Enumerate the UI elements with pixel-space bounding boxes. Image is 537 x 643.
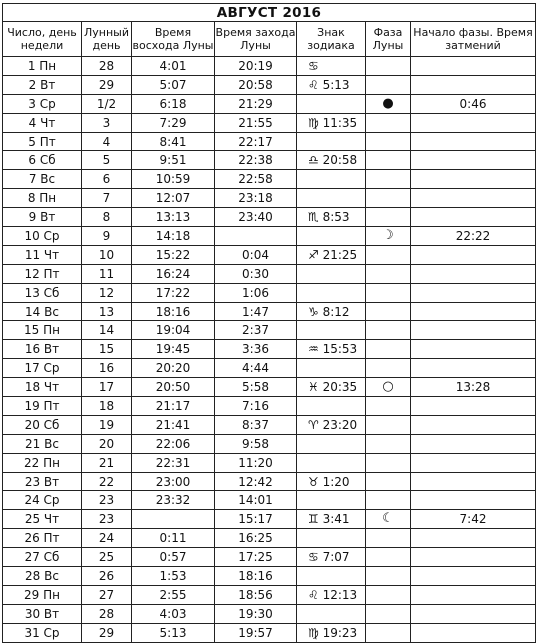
- cell-moonset: 3:36: [215, 340, 297, 359]
- cell-zodiac: [297, 453, 366, 472]
- table-row: [3, 529, 536, 548]
- header-date: Число, день недели: [3, 22, 82, 57]
- cell-lunar-day: 15: [82, 340, 132, 359]
- cell-zodiac: [297, 321, 366, 340]
- cell-moonrise: 0:11: [132, 529, 215, 548]
- table-row: [3, 623, 536, 642]
- cell-moonset: 15:17: [215, 510, 297, 529]
- cell-zodiac: ♓ 20:35: [297, 378, 366, 397]
- cell-date: 22 Пн: [3, 453, 82, 472]
- cell-moonrise: 5:13: [132, 623, 215, 642]
- cell-zodiac: ♊ 3:41: [297, 510, 366, 529]
- cell-date: 1 Пн: [3, 57, 82, 76]
- cell-moonrise: 19:04: [132, 321, 215, 340]
- cell-lunar-day: 4: [82, 132, 132, 151]
- cell-zodiac: ♌ 12:13: [297, 585, 366, 604]
- cell-moonset: 9:58: [215, 434, 297, 453]
- table-row: [3, 472, 536, 491]
- cell-moon-phase: [366, 170, 411, 189]
- cell-moonset: 17:25: [215, 548, 297, 567]
- cell-zodiac: [297, 170, 366, 189]
- cell-moon-phase: [366, 113, 411, 132]
- cell-phase-time: [411, 151, 536, 170]
- cell-lunar-day: 13: [82, 302, 132, 321]
- cell-zodiac: [297, 359, 366, 378]
- cell-zodiac: ♍ 19:23: [297, 623, 366, 642]
- cell-phase-time: [411, 472, 536, 491]
- cell-date: 26 Пт: [3, 529, 82, 548]
- cell-phase-time: 13:28: [411, 378, 536, 397]
- table-row: [3, 397, 536, 416]
- table-row: [3, 434, 536, 453]
- cell-date: 18 Чт: [3, 378, 82, 397]
- cell-moonset: 21:55: [215, 113, 297, 132]
- cell-moonset: 22:38: [215, 151, 297, 170]
- cell-moonrise: 15:22: [132, 245, 215, 264]
- cell-moonrise: 8:41: [132, 132, 215, 151]
- cell-zodiac: ♌ 5:13: [297, 75, 366, 94]
- cell-moonset: 22:58: [215, 170, 297, 189]
- cell-lunar-day: 11: [82, 264, 132, 283]
- cell-moon-phase: [366, 453, 411, 472]
- cell-moon-phase: [366, 604, 411, 623]
- cell-moonset: 1:47: [215, 302, 297, 321]
- cell-lunar-day: 29: [82, 75, 132, 94]
- cell-lunar-day: 21: [82, 453, 132, 472]
- header-moonrise: Время восхода Луны: [132, 22, 215, 57]
- cell-date: 8 Пн: [3, 189, 82, 208]
- cell-date: 20 Сб: [3, 415, 82, 434]
- header-lunar-day: Лунный день: [82, 22, 132, 57]
- cell-zodiac: [297, 529, 366, 548]
- cell-zodiac: ♋ 7:07: [297, 548, 366, 567]
- cell-date: 6 Сб: [3, 151, 82, 170]
- cell-date: 23 Вт: [3, 472, 82, 491]
- cell-moonset: 1:06: [215, 283, 297, 302]
- cell-date: 29 Пн: [3, 585, 82, 604]
- cell-date: 3 Ср: [3, 94, 82, 113]
- cell-lunar-day: 23: [82, 510, 132, 529]
- cell-lunar-day: 25: [82, 548, 132, 567]
- cell-lunar-day: 26: [82, 567, 132, 586]
- cell-moon-phase: [366, 567, 411, 586]
- cell-date: 2 Вт: [3, 75, 82, 94]
- cell-zodiac: ♈ 23:20: [297, 415, 366, 434]
- cell-phase-time: [411, 567, 536, 586]
- cell-moonrise: 5:07: [132, 75, 215, 94]
- cell-date: 27 Сб: [3, 548, 82, 567]
- cell-date: 31 Ср: [3, 623, 82, 642]
- cell-moonset: 0:04: [215, 245, 297, 264]
- cell-date: 30 Вт: [3, 604, 82, 623]
- cell-phase-time: [411, 585, 536, 604]
- cell-moon-phase: ●: [366, 94, 411, 113]
- cell-zodiac: [297, 94, 366, 113]
- table-row: [3, 567, 536, 586]
- cell-date: 13 Сб: [3, 283, 82, 302]
- cell-moon-phase: [366, 189, 411, 208]
- cell-zodiac: [297, 397, 366, 416]
- cell-lunar-day: 22: [82, 472, 132, 491]
- cell-moonrise: 9:51: [132, 151, 215, 170]
- table-row: [3, 302, 536, 321]
- cell-moonrise: 7:29: [132, 113, 215, 132]
- table-row: [3, 57, 536, 76]
- table-row: [3, 548, 536, 567]
- cell-zodiac: ♍ 11:35: [297, 113, 366, 132]
- table-row: [3, 208, 536, 227]
- cell-lunar-day: 16: [82, 359, 132, 378]
- table-row: [3, 359, 536, 378]
- table-row: [3, 453, 536, 472]
- cell-moon-phase: [366, 472, 411, 491]
- cell-phase-time: [411, 604, 536, 623]
- cell-moonset: 23:18: [215, 189, 297, 208]
- cell-moon-phase: [366, 151, 411, 170]
- cell-zodiac: [297, 434, 366, 453]
- cell-zodiac: [297, 283, 366, 302]
- table-row: [3, 585, 536, 604]
- cell-moon-phase: [366, 283, 411, 302]
- cell-moon-phase: [366, 245, 411, 264]
- cell-moonrise: 12:07: [132, 189, 215, 208]
- calendar-container: [2, 3, 535, 643]
- cell-moonset: 7:16: [215, 397, 297, 416]
- cell-moonset: 20:58: [215, 75, 297, 94]
- cell-phase-time: [411, 57, 536, 76]
- table-row: [3, 321, 536, 340]
- cell-lunar-day: 24: [82, 529, 132, 548]
- header-phase-time: Начало фазы. Время затмений: [411, 22, 536, 57]
- table-row: [3, 283, 536, 302]
- cell-moonset: 14:01: [215, 491, 297, 510]
- cell-moonrise: 19:45: [132, 340, 215, 359]
- cell-moonrise: 16:24: [132, 264, 215, 283]
- cell-zodiac: [297, 189, 366, 208]
- cell-date: 10 Ср: [3, 227, 82, 246]
- cell-phase-time: 22:22: [411, 227, 536, 246]
- cell-date: 19 Пт: [3, 397, 82, 416]
- cell-moon-phase: ☽: [366, 227, 411, 246]
- cell-moonset: 23:40: [215, 208, 297, 227]
- cell-date: 25 Чт: [3, 510, 82, 529]
- cell-moon-phase: [366, 57, 411, 76]
- table-row: [3, 264, 536, 283]
- cell-moon-phase: ☾: [366, 510, 411, 529]
- cell-lunar-day: 6: [82, 170, 132, 189]
- cell-phase-time: [411, 283, 536, 302]
- cell-moon-phase: [366, 623, 411, 642]
- cell-zodiac: [297, 132, 366, 151]
- table-title: АВГУСТ 2016: [3, 4, 536, 22]
- cell-zodiac: ♒ 15:53: [297, 340, 366, 359]
- cell-lunar-day: 1/2: [82, 94, 132, 113]
- cell-zodiac: ♏ 8:53: [297, 208, 366, 227]
- cell-moonrise: 0:57: [132, 548, 215, 567]
- cell-phase-time: [411, 208, 536, 227]
- cell-moonset: 0:30: [215, 264, 297, 283]
- cell-lunar-day: 3: [82, 113, 132, 132]
- cell-moonrise: 13:13: [132, 208, 215, 227]
- cell-phase-time: [411, 548, 536, 567]
- cell-zodiac: [297, 567, 366, 586]
- cell-lunar-day: 10: [82, 245, 132, 264]
- cell-lunar-day: 29: [82, 623, 132, 642]
- table-row: [3, 415, 536, 434]
- cell-phase-time: [411, 340, 536, 359]
- cell-zodiac: ♑ 8:12: [297, 302, 366, 321]
- cell-moonset: 21:29: [215, 94, 297, 113]
- cell-phase-time: [411, 434, 536, 453]
- cell-moonset: 8:37: [215, 415, 297, 434]
- table-row: [3, 94, 536, 113]
- cell-moon-phase: [366, 434, 411, 453]
- cell-moonset: 18:56: [215, 585, 297, 604]
- cell-phase-time: [411, 415, 536, 434]
- cell-phase-time: 7:42: [411, 510, 536, 529]
- cell-moonrise: 20:20: [132, 359, 215, 378]
- cell-moon-phase: [366, 132, 411, 151]
- lunar-calendar-table: [2, 3, 536, 643]
- cell-zodiac: ♋: [297, 57, 366, 76]
- cell-phase-time: [411, 189, 536, 208]
- cell-moonrise: 21:41: [132, 415, 215, 434]
- cell-moon-phase: [366, 359, 411, 378]
- cell-moon-phase: [366, 321, 411, 340]
- cell-lunar-day: 18: [82, 397, 132, 416]
- cell-moonset: 11:20: [215, 453, 297, 472]
- cell-phase-time: [411, 264, 536, 283]
- cell-zodiac: ♐ 21:25: [297, 245, 366, 264]
- cell-moonset: 19:57: [215, 623, 297, 642]
- cell-moonset: 18:16: [215, 567, 297, 586]
- cell-phase-time: [411, 359, 536, 378]
- cell-zodiac: ♎ 20:58: [297, 151, 366, 170]
- cell-phase-time: [411, 170, 536, 189]
- cell-lunar-day: 5: [82, 151, 132, 170]
- cell-moonrise: [132, 510, 215, 529]
- cell-lunar-day: 27: [82, 585, 132, 604]
- cell-moonrise: 22:31: [132, 453, 215, 472]
- cell-lunar-day: 19: [82, 415, 132, 434]
- table-row: [3, 170, 536, 189]
- cell-phase-time: [411, 529, 536, 548]
- cell-phase-time: [411, 491, 536, 510]
- cell-moon-phase: [366, 264, 411, 283]
- cell-moonrise: 1:53: [132, 567, 215, 586]
- cell-moon-phase: [366, 208, 411, 227]
- table-body: [3, 57, 536, 643]
- cell-moonrise: 4:01: [132, 57, 215, 76]
- cell-phase-time: [411, 75, 536, 94]
- table-row: [3, 245, 536, 264]
- cell-date: 28 Вс: [3, 567, 82, 586]
- cell-moonset: 2:37: [215, 321, 297, 340]
- cell-moonrise: 2:55: [132, 585, 215, 604]
- table-row: [3, 378, 536, 397]
- cell-date: 14 Вс: [3, 302, 82, 321]
- cell-moonset: 22:17: [215, 132, 297, 151]
- table-row: [3, 132, 536, 151]
- cell-moonrise: 6:18: [132, 94, 215, 113]
- table-row: [3, 189, 536, 208]
- header-moon-phase: Фаза Луны: [366, 22, 411, 57]
- cell-phase-time: [411, 321, 536, 340]
- cell-moonset: 12:42: [215, 472, 297, 491]
- table-row: [3, 510, 536, 529]
- cell-moon-phase: [366, 75, 411, 94]
- table-row: [3, 75, 536, 94]
- cell-phase-time: [411, 113, 536, 132]
- cell-moonrise: 20:50: [132, 378, 215, 397]
- cell-phase-time: [411, 132, 536, 151]
- cell-moonrise: 22:06: [132, 434, 215, 453]
- cell-moonset: 4:44: [215, 359, 297, 378]
- cell-moonrise: 23:32: [132, 491, 215, 510]
- cell-zodiac: ♉ 1:20: [297, 472, 366, 491]
- cell-lunar-day: 14: [82, 321, 132, 340]
- cell-date: 15 Пн: [3, 321, 82, 340]
- header-zodiac: Знак зодиака: [297, 22, 366, 57]
- table-row: [3, 604, 536, 623]
- cell-zodiac: [297, 491, 366, 510]
- cell-moon-phase: [366, 529, 411, 548]
- cell-moonrise: 23:00: [132, 472, 215, 491]
- cell-zodiac: [297, 604, 366, 623]
- cell-moon-phase: [366, 397, 411, 416]
- table-row: [3, 113, 536, 132]
- cell-date: 4 Чт: [3, 113, 82, 132]
- table-row: [3, 151, 536, 170]
- cell-moonrise: 4:03: [132, 604, 215, 623]
- cell-moonrise: 17:22: [132, 283, 215, 302]
- table-row: [3, 227, 536, 246]
- cell-lunar-day: 12: [82, 283, 132, 302]
- cell-date: 17 Ср: [3, 359, 82, 378]
- cell-phase-time: [411, 453, 536, 472]
- cell-lunar-day: 28: [82, 57, 132, 76]
- cell-moon-phase: [366, 548, 411, 567]
- header-moonset: Время захода Луны: [215, 22, 297, 57]
- cell-phase-time: [411, 623, 536, 642]
- table-row: [3, 491, 536, 510]
- cell-zodiac: [297, 227, 366, 246]
- cell-moonrise: 14:18: [132, 227, 215, 246]
- cell-date: 5 Пт: [3, 132, 82, 151]
- cell-moonset: [215, 227, 297, 246]
- cell-moon-phase: ○: [366, 378, 411, 397]
- cell-moon-phase: [366, 340, 411, 359]
- cell-lunar-day: 7: [82, 189, 132, 208]
- cell-date: 9 Вт: [3, 208, 82, 227]
- cell-date: 24 Ср: [3, 491, 82, 510]
- cell-moonset: 20:19: [215, 57, 297, 76]
- cell-date: 11 Чт: [3, 245, 82, 264]
- cell-moonset: 19:30: [215, 604, 297, 623]
- cell-phase-time: [411, 397, 536, 416]
- cell-lunar-day: 28: [82, 604, 132, 623]
- cell-lunar-day: 8: [82, 208, 132, 227]
- cell-moonset: 16:25: [215, 529, 297, 548]
- cell-lunar-day: 20: [82, 434, 132, 453]
- cell-date: 21 Вс: [3, 434, 82, 453]
- cell-moon-phase: [366, 585, 411, 604]
- cell-lunar-day: 17: [82, 378, 132, 397]
- table-row: [3, 340, 536, 359]
- cell-phase-time: [411, 245, 536, 264]
- cell-moonrise: 18:16: [132, 302, 215, 321]
- cell-moon-phase: [366, 491, 411, 510]
- cell-phase-time: [411, 302, 536, 321]
- cell-lunar-day: 9: [82, 227, 132, 246]
- cell-moon-phase: [366, 415, 411, 434]
- cell-date: 12 Пт: [3, 264, 82, 283]
- cell-date: 7 Вс: [3, 170, 82, 189]
- cell-moonrise: 10:59: [132, 170, 215, 189]
- cell-phase-time: 0:46: [411, 94, 536, 113]
- cell-moonset: 5:58: [215, 378, 297, 397]
- cell-moonrise: 21:17: [132, 397, 215, 416]
- cell-moon-phase: [366, 302, 411, 321]
- cell-zodiac: [297, 264, 366, 283]
- cell-date: 16 Вт: [3, 340, 82, 359]
- cell-lunar-day: 23: [82, 491, 132, 510]
